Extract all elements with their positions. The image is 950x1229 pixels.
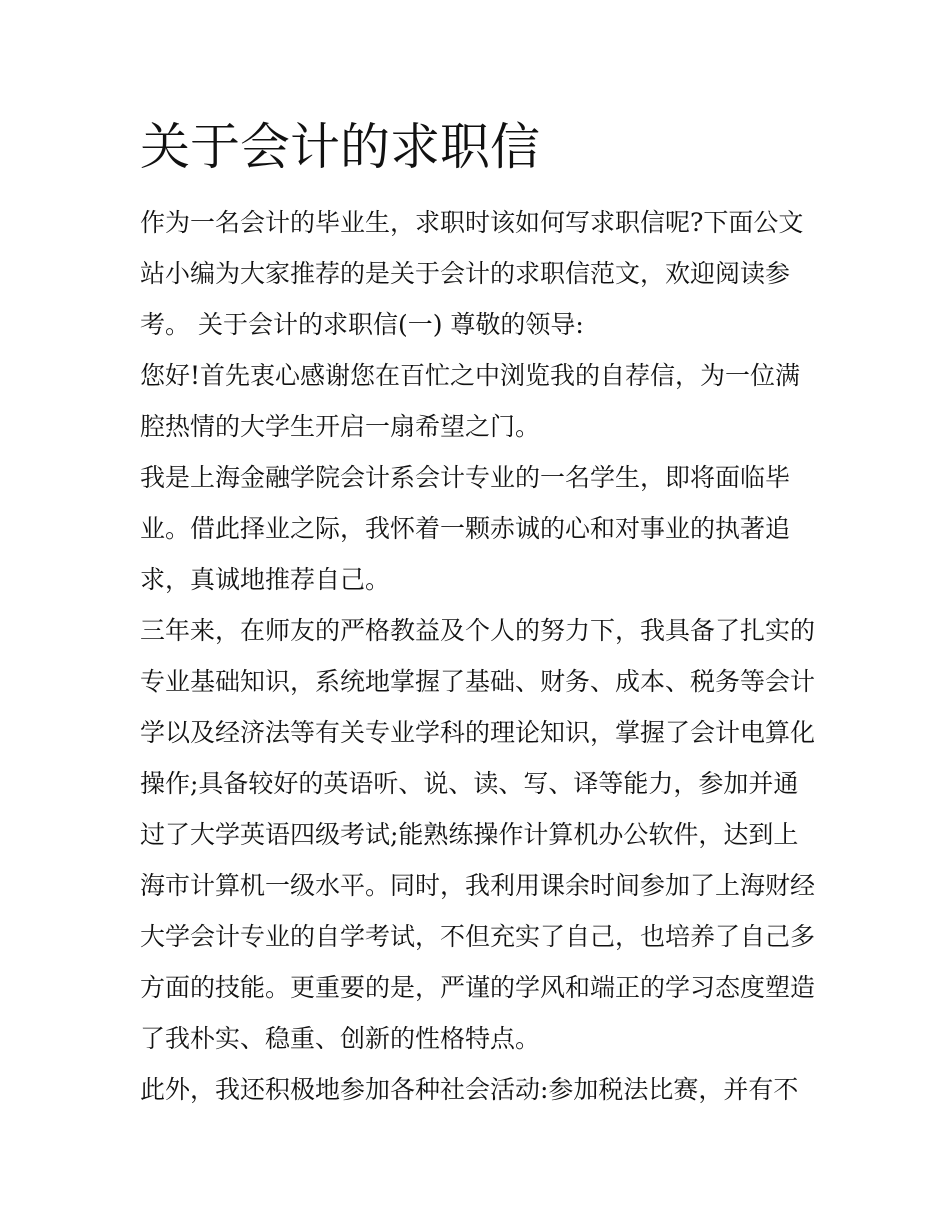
text-line: 操作;具备较好的英语听、说、读、写、译等能力，参加并通	[140, 769, 799, 798]
text-line: 了我朴实、稳重、创新的性格特点。	[140, 1024, 541, 1053]
text-line: 方面的技能。更重要的是，严谨的学风和端正的学习态度塑造	[140, 973, 816, 1002]
text-line: 海市计算机一级水平。同时，我利用课余时间参加了上海财经	[140, 871, 816, 900]
text-line: 我是上海金融学院会计系会计专业的一名学生，即将面临毕	[140, 463, 791, 492]
text-line: 您好!首先衷心感谢您在百忙之中浏览我的自荐信，为一位满	[140, 361, 801, 390]
text-line: 求，真诚地推荐自己。	[140, 565, 391, 594]
text-line: 过了大学英语四级考试;能熟练操作计算机办公软件，达到上	[140, 820, 799, 849]
text-line: 站小编为大家推荐的是关于会计的求职信范文，欢迎阅读参	[140, 259, 791, 288]
text-line: 作为一名会计的毕业生，求职时该如何写求职信呢?下面公文	[140, 208, 804, 237]
document-body	[140, 197, 820, 1115]
text-line: 学以及经济法等有关专业学科的理论知识，掌握了会计电算化	[140, 718, 816, 747]
text-line: 此外，我还积极地参加各种社会活动:参加税法比赛，并有不	[140, 1075, 799, 1104]
text-line: 三年来，在师友的严格教益及个人的努力下，我具备了扎实的	[140, 616, 816, 645]
text-line: 腔热情的大学生开启一扇希望之门。	[140, 412, 541, 441]
text-line: 专业基础知识，系统地掌握了基础、财务、成本、税务等会计	[140, 667, 816, 696]
text-line: 大学会计专业的自学考试，不但充实了自己，也培养了自己多	[140, 922, 816, 951]
text-line: 业。借此择业之际，我怀着一颗赤诚的心和对事业的执著追	[140, 514, 791, 543]
document-title: 关于会计的求职信	[140, 118, 540, 176]
text-line: 考。 关于会计的求职信(一) 尊敬的领导:	[140, 310, 584, 339]
